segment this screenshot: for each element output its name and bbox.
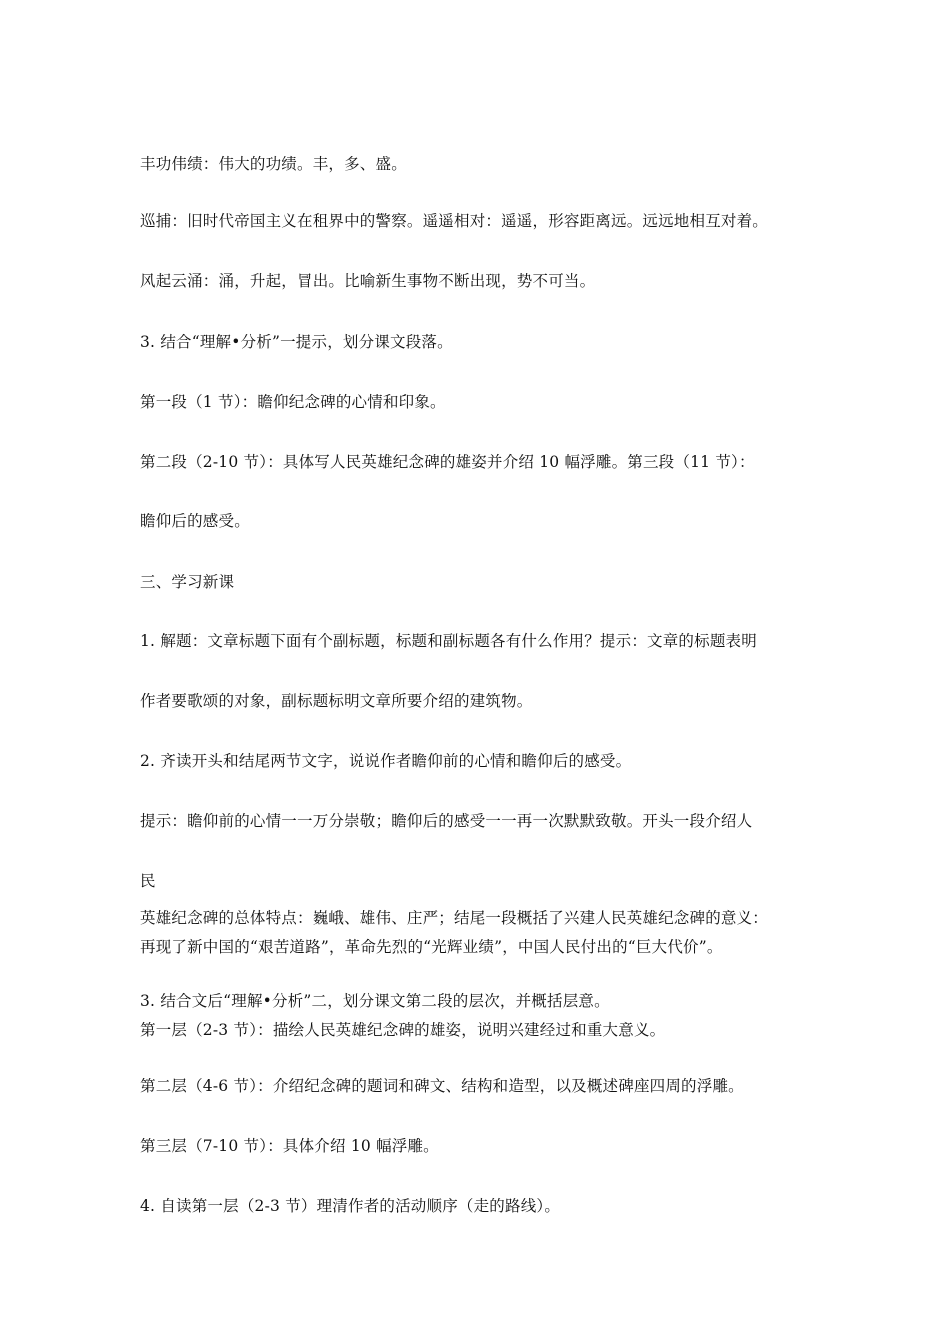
text-line: 第二层（4-6 节）：介绍纪念碑的题词和碑文、结构和造型，以及概述碑座四周的浮雕。 <box>140 1077 744 1095</box>
text-line: 丰功伟绩：伟大的功绩。丰，多、盛。 <box>140 155 407 173</box>
text-line: 2. 齐读开头和结尾两节文字，说说作者瞻仰前的心情和瞻仰后的感受。 <box>140 752 632 770</box>
text-line: 3. 结合文后“理解•分析”二，划分课文第二段的层次，并概括层意。 <box>140 992 610 1010</box>
text-line: 提示：瞻仰前的心情一一万分崇敬；瞻仰后的感受一一再一次默默致敬。开头一段介绍人 <box>140 812 753 830</box>
text-line: 4. 自读第一层（2-3 节）理清作者的活动顺序（走的路线）。 <box>140 1197 561 1215</box>
text-line: 风起云涌：涌，升起，冒出。比喻新生事物不断出现，势不可当。 <box>140 272 596 290</box>
text-line: 第三层（7-10 节）：具体介绍 10 幅浮雕。 <box>140 1137 439 1155</box>
text-line: 作者要歌颂的对象，副标题标明文章所要介绍的建筑物。 <box>140 692 533 710</box>
text-line: 第一层（2-3 节）：描绘人民英雄纪念碑的雄姿，说明兴建经过和重大意义。 <box>140 1021 666 1039</box>
text-line: 第二段（2-10 节）：具体写人民英雄纪念碑的雄姿并介绍 10 幅浮雕。第三段（11 节）： <box>140 453 755 471</box>
text-line: 3. 结合“理解•分析”一提示，划分课文段落。 <box>140 333 453 351</box>
text-line: 民 <box>140 872 156 890</box>
text-line: 1. 解题：文章标题下面有个副标题，标题和副标题各有什么作用？提示：文章的标题表明 <box>140 632 757 650</box>
text-line: 第一段（1 节）：瞻仰纪念碑的心情和印象。 <box>140 393 446 411</box>
text-line: 再现了新中国的“艰苦道路”，革命先烈的“光辉业绩”，中国人民付出的“巨大代价”。 <box>140 938 723 956</box>
section-heading: 三、学习新课 <box>140 573 235 591</box>
text-line: 瞻仰后的感受。 <box>140 512 250 530</box>
text-line: 巡捕：旧时代帝国主义在租界中的警察。遥遥相对：遥遥，形容距离远。远远地相互对着。 <box>140 212 769 230</box>
text-line: 英雄纪念碑的总体特点：巍峨、雄伟、庄严；结尾一段概括了兴建人民英雄纪念碑的意义： <box>140 909 769 927</box>
